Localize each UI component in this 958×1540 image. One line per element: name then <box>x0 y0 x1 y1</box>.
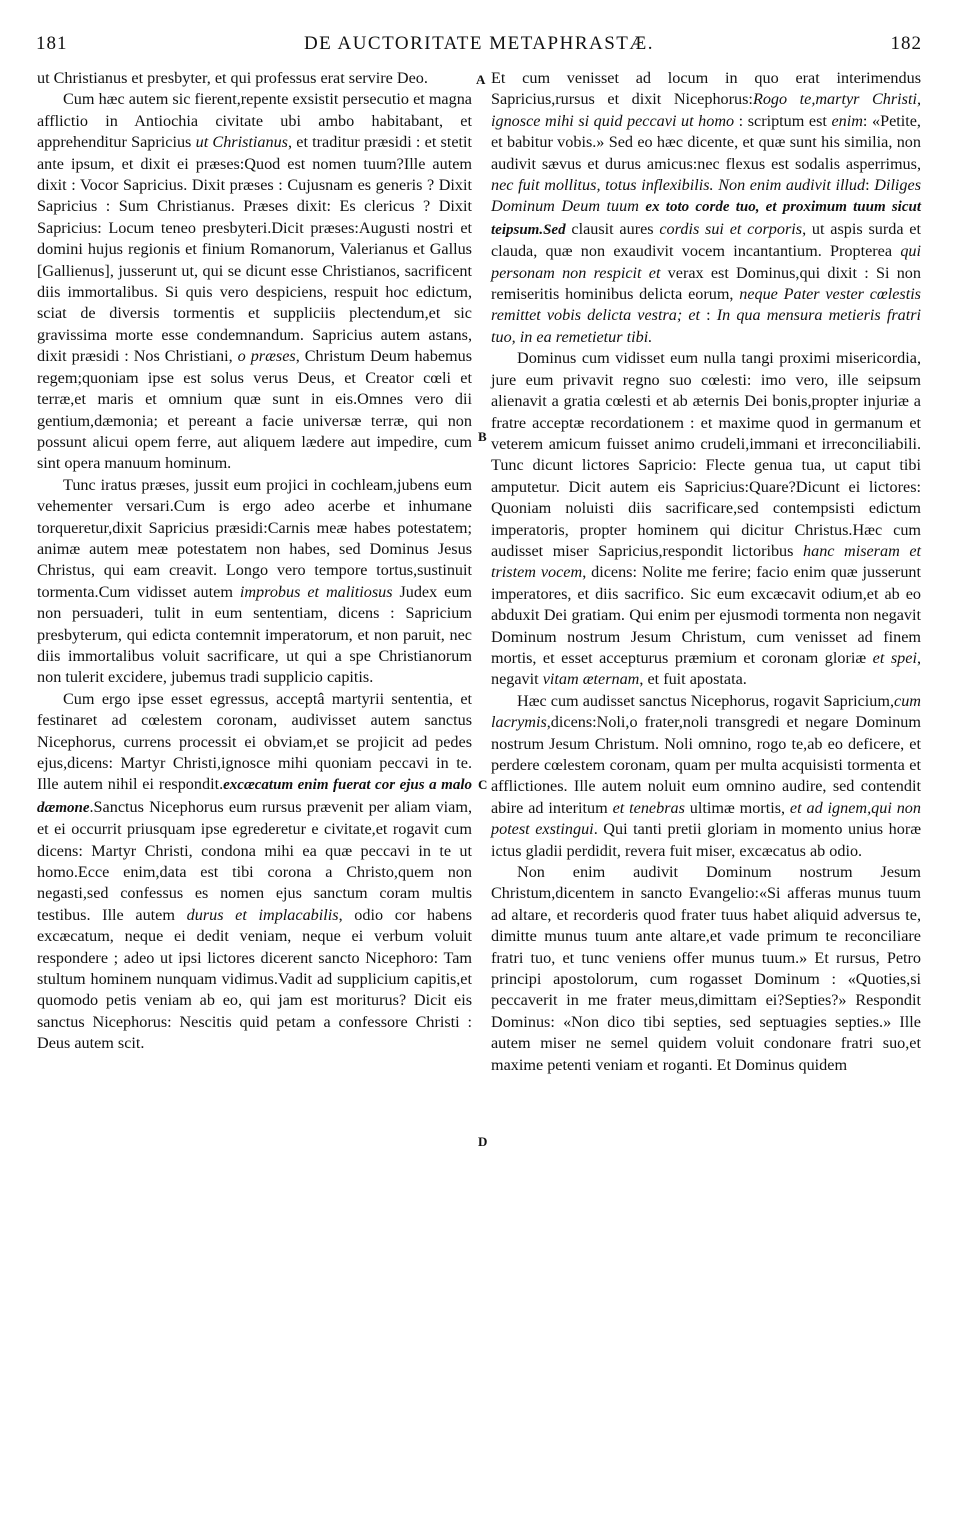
emphasis-text: Diliges Dominum Deum tuum <box>491 176 922 216</box>
emphasis-text: ut Christianus <box>195 133 288 152</box>
text-run: Judex eum non persuaderi, tulit in eum sententiam, dicens : Sapricium presbyterum, qui edicta contemnit imperatorum, et non paruit, nec diis immortalibus voluit sacrificare, ut qui a spe Christianorum non tulerit excidere, jubemus tradi supplicio capitis. <box>37 582 472 687</box>
text-run: , et fuit apostata. <box>639 670 747 689</box>
text-run: , et traditur præsidi : et stetit ante ipsum, et dixit ei præses:Quod est nomen tuum?Ille autem dixit : Vocor Sapricius. Dixit præses : Cujusnam es generis ? Dixit Sapricius : Sum Christianus. Præses dixit: Es clericus ? Dixit Sapricius: Locum teneo presbyteri.Dicit præses:Augusti nostri et domini hujus regionis et finium Romanorum, Valerianus et Gallus [Gallienus], jusserunt ut, qui se dicunt esse Christianos, sacrificent diis immortalibus. Si quis vero despiciens, respuit hoc edictum, sciat de diversis tormentis et suppliciis plectendum,et sic gravissima morte esse condemnandum. Sapricius autem astans, dixit præsidi : Nos Christiani, <box>37 133 473 366</box>
text-run: : <box>865 176 875 195</box>
text-run: Cum ergo ipse esset egressus, acceptâ martyrii sententia, et festinaret ad cœlestem coronam, audivisset autem sanctus Nicephorus, currens processit ei obviam,et se projicit ad pedes ejus,dicens: Martyr Christi,ignosce mihi quoniam peccavi in te. Ille autem nihil ei respondit. <box>37 689 472 794</box>
text-run: ut Christianus et presbyter, et qui professus erat servire Deo. <box>37 69 428 87</box>
right-column <box>491 68 921 1076</box>
emphasis-text: cum lacrymis <box>491 691 921 732</box>
text-run: verax est Dominus,qui dixit : Si non remiseritis hominibus delicta eorum, <box>491 263 921 304</box>
left-column <box>37 68 472 1055</box>
text-run: Cum hæc autem sic fierent,repente exsistit persecutio et magna afflictio in Antiochia civitate ubi ambo habitabant, et apprehenditur Sapricius <box>37 90 472 152</box>
text-run: Tunc iratus præses, jussit eum projici in cochleam,jubens eum vehementer versari.Cum is ergo adeo acerbe et inhumane torqueretur,dixit Sapricius præsidi:Carnis meæ habes potestatem; animæ autem meæ potestatem non habes, sed Dominus Jesus Christus, qui eam creavit. Longo vero tempore tortus,sustinuit tormenta.Cum vidisset autem <box>37 475 472 601</box>
running-title: DE AUCTORITATE METAPHRASTÆ. <box>303 33 655 54</box>
emphasis-text: hanc miseram et tristem vocem <box>491 541 922 582</box>
emphasis-text: cordis sui et corporis <box>659 219 803 238</box>
emphasis-text: In qua mensura metieris fratri tuo, in ea remetietur tibi. <box>491 306 922 346</box>
text-run: .Sanctus Nicephorus eum rursus prævenit per aliam viam, et ei occurrit priusquam ipse egrederetur e civitate,et rogavit cum dicens: Martyr Christi, condona mihi ea quæ peccavi in te ut homo.Ecce enim,data est tibi corona a Christo,quem non negasti,sed confessus es nomen ejus sanctum coram multis testibus. Ille autem <box>37 797 472 924</box>
emphasis-text: neque Pater vester cœlestis remittet vobis delicta vestra; et <box>491 285 921 325</box>
text-run: ,dicens:Noli,o frater,noli transgredi et negare Dominum nostrum Jesum Christum. Noli omnino, rogo te,ab eo deficere, et perdere cœlestem coronam, quam per multa acquisisti tormenta et afflictiones. Ille autem noluit eum omnino audire, sed contendit abire ad interitum <box>491 713 921 817</box>
emphasis-text: vitam æternam <box>542 670 640 689</box>
emphasis-text: nec fuit mollitus, totus inflexibilis. Non enim audivit illud <box>491 176 866 195</box>
emphasis-text: improbus et malitiosus <box>239 582 393 601</box>
paragraph <box>491 862 921 1076</box>
emphasis-text: excæcatum enim fuerat cor ejus a malo dæmone <box>37 777 473 816</box>
text-run: Non enim audivit Dominum nostrum Jesum Christum,dicentem in sancto Evangelio:«Si afferas munus tuum ad altare, et recorderis quod frater tuus habet aliquid adversus te, dimitte munus tuum ante altare,et vade primum te reconciliare fratri tuo, et tunc veniens offer munus tuum.» Et rursus, Petro principi apostolorum, cum rogasset Dominum : «Quoties,si peccaverit in me frater meus,dimittam ei?Septies?» Respondit Dominus: «Non dico tibi septies, sed septuagies septies.» Ille autem miser ne semel quidem voluit condonare fratri suo,et maxime petenti veniam et roganti. Et Dominus quidem <box>491 863 921 1074</box>
paragraph <box>37 475 472 689</box>
paragraph <box>491 68 921 348</box>
paragraph <box>491 348 921 691</box>
emphasis-text: Rogo te,martyr Christi, ignosce mihi si quid peccavi ut homo <box>491 90 921 130</box>
margin-mark-c: C <box>478 777 488 792</box>
emphasis-text: durus et implacabilis <box>186 905 339 924</box>
emphasis-text: o præses <box>237 347 296 366</box>
paragraph <box>37 89 472 474</box>
margin-mark-d: D <box>478 1134 488 1149</box>
text-run: : <box>700 306 717 325</box>
paragraph <box>37 68 472 89</box>
text-run: , dicens: Nolite me ferire; facio enim quæ jusserunt imperatores, et diis sacrifico. Sic eum excæcavit odium,et ab eo abduxit Dei gratiam. Qui enim per ejusmodi tormenta non negavit Dominum nostrum Jesum Christum, cum venisset ad finem mortis, et esset accepturus præmium et coronam gloriæ <box>491 563 921 667</box>
text-run: , Christum Deum habemus regem;quoniam ipse est solus verus Deus, et Creator cœli et terræ,et maris et omnium quæ sunt in eis.Omnes vero dii gentium,dæmonia; et pereant a facie universæ terræ, qui non possunt alicui opem ferre, aut aliquem lædere aut impedire, cum sint opera manuum hominum. <box>37 347 473 473</box>
text-run: . Qui tanti pretii gloriam in momento unius horæ ictus gladii perdidit, revera fuit miser, excæcatus ab odio. <box>491 820 922 860</box>
emphasis-text: qui personam non respicit et <box>491 242 921 282</box>
paragraph <box>37 689 472 1055</box>
margin-mark-a: A <box>476 72 486 87</box>
text-run: Et cum venisset ad locum in quo erat interimendus Sapricius,rursus et dixit Nicephorus: <box>491 69 921 109</box>
page-number-left: 181 <box>36 33 68 54</box>
emphasis-text: et tenebras <box>612 798 685 817</box>
text-run: , odio cor habens excæcatum, neque ei dedit veniam, neque ei verbum voluit respondere ; adeo ut ipsi lictores dicerent sancto Nicephoro: Tam stultum hominem nunquam vidimus.Vadit ad supplicium capitis,et quomodo petis veniam ab eo, qui jam est moriturus? Dicit eis sanctus Nicephorus: Nescitis quid petam a confessore Christi : Deus autem scit. <box>37 905 472 1053</box>
emphasis-text: ex toto corde tuo, et proximum tuum sicut teipsum.Sed <box>491 199 922 238</box>
margin-mark-b: B <box>478 429 487 444</box>
text-run: Hæc cum audisset sanctus Nicephorus, rogavit Sapricium, <box>517 691 895 710</box>
emphasis-text: enim <box>831 111 863 130</box>
page-number-right: 182 <box>890 33 922 54</box>
running-header <box>36 33 922 59</box>
text-run: ultimæ mortis, <box>684 798 790 817</box>
text-run: , negavit <box>491 648 921 689</box>
emphasis-text: et spei <box>872 648 917 667</box>
text-run: clausit aures <box>565 219 660 238</box>
text-run: , ut aspis surda et clauda, quæ non exaudivit vocem incantantium. Propterea <box>491 219 921 261</box>
paragraph <box>491 691 921 862</box>
text-run: : «Petite, et babitur vobis.» Sed eo hæc dicente, et quæ sunt his similia, non audivit sævus et durus amicus:nec flexus est sodalis asperrimus, <box>491 111 921 173</box>
emphasis-text: et ad ignem,qui non potest exstingui <box>491 798 921 839</box>
text-run: : scriptum est <box>734 111 832 130</box>
text-run: Dominus cum vidisset eum nulla tangi proximi misericordia, jure eum privavit regno suo cœlesti: imo vero, ille seipsum alienavit a gratia cœlesti et ab æternis Dei bonis,propter injuriæ a fratre acceptæ recordationem : et maxime quod in germanum et veterem amicum fuisset animo crudeli,immani et irreconciliabili. Tunc dicunt lictores Sapricio: Flecte genua tua, ut caput tibi amputetur. Dicit autem eis Sapricius:Quare?Dicunt ei lictores: Quoniam noluisti diis sacrificare,sed contempsisti edictum imperatoris, propter hominem qui dicitur Christus.Hæc cum audisset miser Sapricius,respondit lictoribus <box>491 349 921 560</box>
